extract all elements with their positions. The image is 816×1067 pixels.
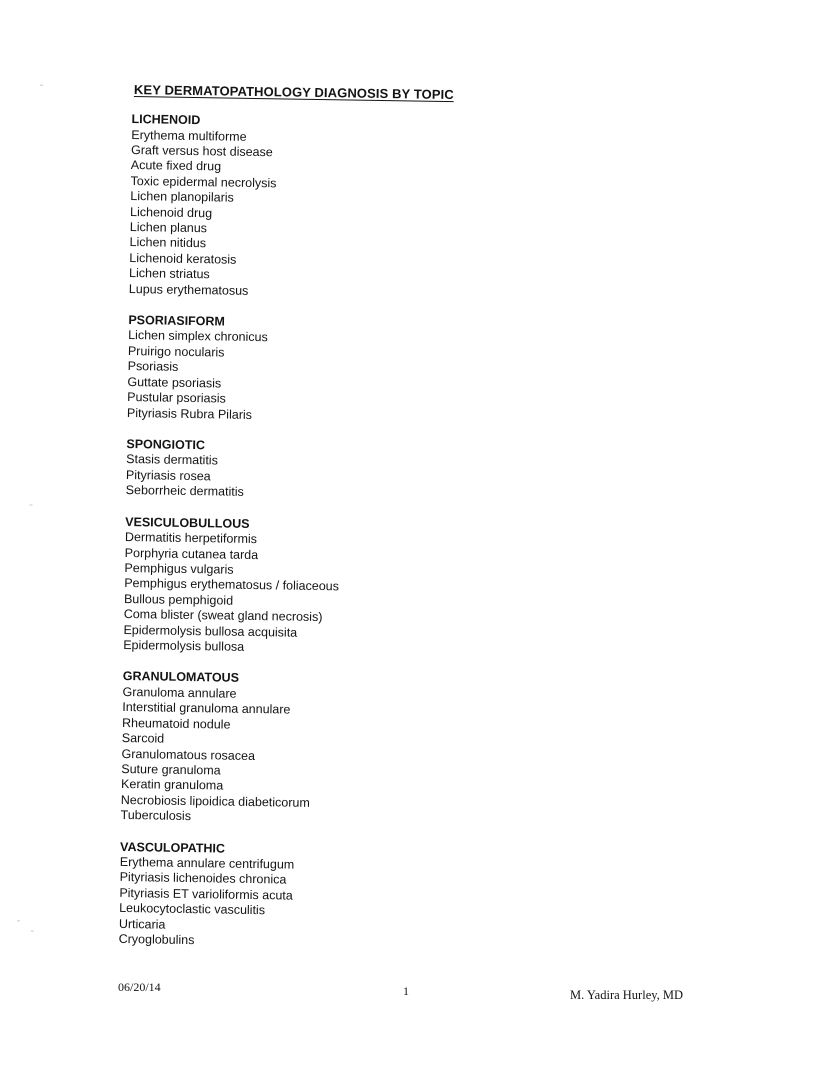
diagnosis-item: Interstitial granuloma annulare xyxy=(122,700,291,717)
diagnosis-item: Lichenoid keratosis xyxy=(129,250,237,267)
diagnosis-item: Lichen planus xyxy=(129,219,208,236)
diagnosis-item: Erythema multiforme xyxy=(131,127,247,144)
footer-author: M. Yadira Hurley, MD xyxy=(570,988,684,1002)
diagnosis-item: Epidermolysis bullosa acquisita xyxy=(123,622,298,640)
diagnosis-item: Lichen planopilaris xyxy=(130,189,234,205)
diagnosis-item: Toxic epidermal necrolysis xyxy=(130,173,277,191)
diagnosis-item: Seborrheic dermatitis xyxy=(125,483,244,500)
topic-section xyxy=(119,839,541,954)
diagnosis-item: Acute fixed drug xyxy=(130,158,222,174)
diagnosis-item: Granuloma annulare xyxy=(122,684,237,701)
diagnosis-item: Keratin granuloma xyxy=(120,777,224,793)
section-heading: VESICULOBULLOUS xyxy=(125,514,250,531)
topic-section xyxy=(120,669,542,830)
diagnosis-item: Erythema annulare centrifugum xyxy=(119,854,295,872)
diagnosis-item: Stasis dermatitis xyxy=(126,452,218,468)
scan-speck xyxy=(40,85,43,86)
topic-section xyxy=(129,112,552,304)
topic-section xyxy=(123,515,545,660)
diagnosis-item: Pustular psoriasis xyxy=(127,390,226,406)
diagnosis-item: Granulomatous rosacea xyxy=(121,746,256,763)
diagnosis-list xyxy=(119,855,540,954)
diagnosis-item: Lupus erythematosus xyxy=(128,281,249,298)
diagnosis-item: Graft versus host disease xyxy=(130,142,273,160)
diagnosis-item: Psoriasis xyxy=(127,359,179,375)
diagnosis-list xyxy=(120,685,542,830)
diagnosis-item: Epidermolysis bullosa xyxy=(123,637,245,654)
topic-sections xyxy=(118,112,551,970)
diagnosis-list xyxy=(129,128,552,304)
topic-section xyxy=(126,437,547,505)
diagnosis-list xyxy=(123,530,545,660)
diagnosis-item: Lichen simplex chronicus xyxy=(128,328,268,345)
scan-speck xyxy=(29,504,32,505)
diagnosis-item: Pityriasis lichenoides chronica xyxy=(119,870,287,887)
diagnosis-item: Guttate psoriasis xyxy=(127,374,222,391)
diagnosis-item: Leukocytoclastic vasculitis xyxy=(119,901,266,918)
diagnosis-item: Lichenoid drug xyxy=(129,204,213,220)
diagnosis-item: Pemphigus erythematosus / foliaceous xyxy=(124,576,340,594)
diagnosis-item: Pruirigo nocularis xyxy=(127,343,225,360)
section-heading: VASCULOPATHIC xyxy=(120,839,226,856)
diagnosis-list xyxy=(127,328,548,427)
footer-page-number: 1 xyxy=(403,984,409,998)
diagnosis-item: Bullous pemphigoid xyxy=(123,591,234,608)
diagnosis-item: Suture granuloma xyxy=(121,761,221,778)
diagnosis-item: Urticaria xyxy=(118,916,166,932)
document-title: KEY DERMATOPATHOLOGY DIAGNOSIS BY TOPIC xyxy=(133,82,454,103)
diagnosis-item: Rheumatoid nodule xyxy=(121,715,231,732)
diagnosis-item: Sarcoid xyxy=(121,731,165,746)
diagnosis-item: Necrobiosis lipoidica diabeticorum xyxy=(120,792,310,810)
diagnosis-list xyxy=(126,452,547,505)
section-heading: PSORIASIFORM xyxy=(128,312,226,329)
diagnosis-item: Pityriasis rosea xyxy=(125,467,211,484)
footer-date: 06/20/14 xyxy=(118,980,161,994)
scan-speck xyxy=(31,931,34,932)
diagnosis-item: Lichen striatus xyxy=(129,266,210,282)
diagnosis-item: Dermatitis herpetiformis xyxy=(124,530,258,547)
section-heading: SPONGIOTIC xyxy=(126,436,206,453)
diagnosis-item: Pemphigus vulgaris xyxy=(124,560,234,577)
topic-section xyxy=(127,313,549,428)
diagnosis-item: Pityriasis Rubra Pilaris xyxy=(126,405,253,422)
scan-speck xyxy=(17,920,20,921)
diagnosis-item: Porphyria cutanea tarda xyxy=(124,545,259,562)
diagnosis-item: Tuberculosis xyxy=(120,808,192,824)
diagnosis-item: Cryoglobulins xyxy=(118,931,195,948)
diagnosis-item: Pityriasis ET varioliformis acuta xyxy=(119,885,293,903)
diagnosis-item: Lichen nitidus xyxy=(129,235,207,251)
section-heading: GRANULOMATOUS xyxy=(122,669,240,686)
section-heading: LICHENOID xyxy=(131,112,201,128)
diagnosis-item: Coma blister (sweat gland necrosis) xyxy=(123,607,323,625)
